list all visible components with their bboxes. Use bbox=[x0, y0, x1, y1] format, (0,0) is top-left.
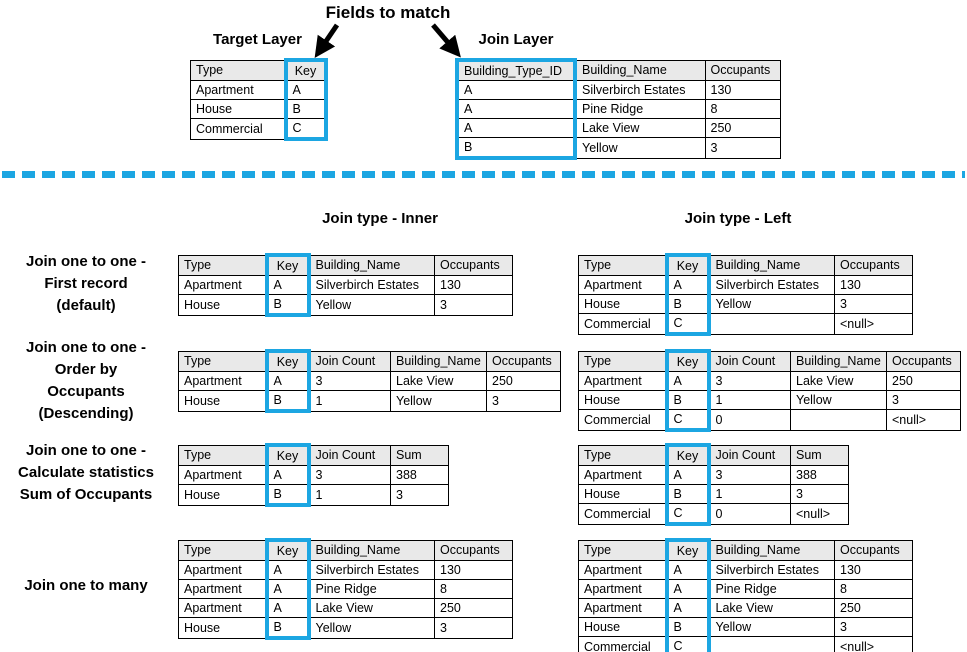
table-cell: Commercial bbox=[579, 410, 667, 431]
table-row bbox=[179, 485, 449, 506]
column-header: Building_Name bbox=[791, 351, 887, 372]
table-cell: Yellow bbox=[391, 391, 487, 412]
table-cell: Silverbirch Estates bbox=[309, 276, 435, 295]
table-cell: 388 bbox=[791, 466, 849, 485]
table-row bbox=[579, 599, 913, 618]
table-cell: House bbox=[179, 391, 267, 412]
label-line: (Descending) bbox=[38, 405, 134, 422]
data-table bbox=[578, 443, 849, 526]
label-line: Join one to one - bbox=[26, 442, 146, 459]
column-header: Key bbox=[286, 60, 326, 81]
table-cell: <null> bbox=[835, 637, 913, 652]
table-cell: 3 bbox=[309, 372, 391, 391]
data-table bbox=[178, 253, 513, 317]
table-cell: 3 bbox=[435, 618, 513, 639]
column-header: Key bbox=[667, 351, 709, 372]
table-row bbox=[579, 372, 961, 391]
table-cell: 3 bbox=[887, 391, 961, 410]
table-cell: 8 bbox=[705, 100, 780, 119]
table-cell: A bbox=[667, 580, 709, 599]
column-header: Building_Name bbox=[309, 540, 435, 561]
table-cell: House bbox=[179, 295, 267, 316]
column-header: Building_Name bbox=[575, 60, 705, 81]
table-cell: B bbox=[267, 485, 309, 506]
table-cell: A bbox=[286, 81, 326, 100]
table-cell: A bbox=[267, 276, 309, 295]
table-cell bbox=[791, 410, 887, 431]
column-header: Type bbox=[191, 60, 286, 81]
column-header: Type bbox=[579, 445, 667, 466]
column-header: Join Count bbox=[309, 351, 391, 372]
table-cell: Silverbirch Estates bbox=[709, 561, 835, 580]
table-cell: 0 bbox=[709, 410, 791, 431]
column-header: Key bbox=[267, 255, 309, 276]
table-cell: 250 bbox=[435, 599, 513, 618]
join-layer-table bbox=[455, 58, 781, 160]
example-3-label bbox=[0, 440, 172, 506]
example-3-inner-table bbox=[178, 443, 449, 507]
table-cell: 3 bbox=[435, 295, 513, 316]
column-header: Occupants bbox=[487, 351, 561, 372]
example-2-left-table bbox=[578, 349, 961, 432]
table-cell: Yellow bbox=[791, 391, 887, 410]
table-cell: <null> bbox=[835, 314, 913, 335]
column-header: Building_Name bbox=[309, 255, 435, 276]
table-row bbox=[457, 119, 780, 138]
data-table bbox=[178, 349, 561, 413]
table-cell: 250 bbox=[705, 119, 780, 138]
column-header: Sum bbox=[791, 445, 849, 466]
table-cell: 3 bbox=[391, 485, 449, 506]
table-row bbox=[457, 81, 780, 100]
target-layer-table bbox=[190, 58, 328, 141]
table-cell: 130 bbox=[435, 561, 513, 580]
table-cell: B bbox=[267, 295, 309, 316]
header-row bbox=[179, 445, 449, 466]
column-header: Building_Name bbox=[709, 540, 835, 561]
example-1-label bbox=[0, 251, 172, 317]
table-row bbox=[579, 276, 913, 295]
data-table bbox=[178, 443, 449, 507]
data-table bbox=[578, 349, 961, 432]
table-row bbox=[191, 100, 326, 119]
table-cell: B bbox=[286, 100, 326, 119]
table-cell: C bbox=[286, 119, 326, 140]
table-cell: 3 bbox=[791, 485, 849, 504]
table-cell bbox=[709, 314, 835, 335]
header-row bbox=[179, 540, 513, 561]
column-header: Occupants bbox=[887, 351, 961, 372]
join-type-inner-heading: Join type - Inner bbox=[322, 210, 438, 227]
table-cell: A bbox=[267, 466, 309, 485]
table-cell: A bbox=[667, 561, 709, 580]
table-cell: House bbox=[179, 618, 267, 639]
table-cell: 0 bbox=[709, 504, 791, 525]
table-cell: House bbox=[579, 391, 667, 410]
header-row bbox=[179, 255, 513, 276]
table-row bbox=[579, 637, 913, 652]
table-row bbox=[191, 119, 326, 140]
table-row bbox=[179, 372, 561, 391]
table-cell: Apartment bbox=[579, 561, 667, 580]
header-row bbox=[579, 255, 913, 276]
table-cell: A bbox=[267, 599, 309, 618]
table-row bbox=[179, 391, 561, 412]
table-cell: A bbox=[267, 372, 309, 391]
column-header: Sum bbox=[391, 445, 449, 466]
table-cell: 250 bbox=[887, 372, 961, 391]
example-1-inner-table bbox=[178, 253, 513, 317]
column-header: Type bbox=[179, 255, 267, 276]
column-header: Type bbox=[179, 540, 267, 561]
table-cell: House bbox=[191, 100, 286, 119]
label-line: Order by bbox=[54, 361, 118, 378]
column-header: Building_Type_ID bbox=[457, 60, 575, 81]
table-cell: Pine Ridge bbox=[709, 580, 835, 599]
column-header: Type bbox=[579, 351, 667, 372]
table-cell: 1 bbox=[709, 391, 791, 410]
table-cell: 130 bbox=[435, 276, 513, 295]
table-cell: C bbox=[667, 504, 709, 525]
table-cell: House bbox=[579, 485, 667, 504]
table-cell: Apartment bbox=[579, 599, 667, 618]
table-cell: 3 bbox=[709, 466, 791, 485]
table-cell: C bbox=[667, 410, 709, 431]
column-header: Type bbox=[579, 540, 667, 561]
label-line: Calculate statistics bbox=[18, 464, 154, 481]
table-cell: B bbox=[667, 295, 709, 314]
table-cell: Yellow bbox=[309, 295, 435, 316]
table-cell bbox=[709, 637, 835, 652]
column-header: Key bbox=[267, 445, 309, 466]
separator-dashed-line bbox=[2, 171, 965, 178]
column-header: Key bbox=[267, 351, 309, 372]
table-cell: 8 bbox=[835, 580, 913, 599]
data-table bbox=[578, 538, 913, 652]
table-cell: Apartment bbox=[179, 561, 267, 580]
table-cell: Apartment bbox=[579, 276, 667, 295]
column-header: Occupants bbox=[435, 540, 513, 561]
table-row bbox=[579, 466, 849, 485]
join-type-left-heading: Join type - Left bbox=[684, 210, 792, 227]
table-row bbox=[579, 485, 849, 504]
table-cell: Pine Ridge bbox=[575, 100, 705, 119]
data-table bbox=[578, 253, 913, 336]
target-layer-title: Target Layer bbox=[213, 31, 302, 48]
table-row bbox=[179, 618, 513, 639]
label-line: Sum of Occupants bbox=[19, 486, 153, 503]
column-header: Join Count bbox=[709, 445, 791, 466]
column-header: Occupants bbox=[835, 255, 913, 276]
table-cell: Yellow bbox=[309, 618, 435, 639]
table-row bbox=[179, 580, 513, 599]
column-header: Join Count bbox=[309, 445, 391, 466]
example-1-left-table bbox=[578, 253, 913, 336]
table-cell: B bbox=[457, 138, 575, 159]
data-table bbox=[190, 58, 328, 141]
example-2-label bbox=[0, 337, 172, 425]
table-cell: 130 bbox=[835, 276, 913, 295]
table-cell: Yellow bbox=[575, 138, 705, 159]
table-cell: Commercial bbox=[579, 504, 667, 525]
example-4-left-table bbox=[578, 538, 913, 652]
table-cell: Pine Ridge bbox=[309, 580, 435, 599]
table-row bbox=[457, 138, 780, 159]
table-cell: Yellow bbox=[709, 295, 835, 314]
table-cell: Silverbirch Estates bbox=[709, 276, 835, 295]
column-header: Key bbox=[667, 540, 709, 561]
example-4-inner-table bbox=[178, 538, 513, 640]
table-cell: Apartment bbox=[179, 599, 267, 618]
table-row bbox=[579, 504, 849, 525]
table-cell: 3 bbox=[835, 618, 913, 637]
label-line: Join one to many bbox=[24, 577, 148, 594]
table-cell: A bbox=[667, 276, 709, 295]
table-cell: A bbox=[457, 119, 575, 138]
table-cell: House bbox=[179, 485, 267, 506]
data-table bbox=[455, 58, 781, 160]
table-cell: 3 bbox=[705, 138, 780, 159]
table-row bbox=[579, 410, 961, 431]
table-cell: A bbox=[457, 81, 575, 100]
table-cell: Commercial bbox=[579, 314, 667, 335]
table-row bbox=[579, 618, 913, 637]
table-cell: 3 bbox=[835, 295, 913, 314]
table-row bbox=[457, 100, 780, 119]
header-row bbox=[579, 540, 913, 561]
table-cell: Commercial bbox=[579, 637, 667, 652]
table-cell: 3 bbox=[487, 391, 561, 412]
table-cell: A bbox=[267, 561, 309, 580]
table-cell: A bbox=[267, 580, 309, 599]
table-cell: 3 bbox=[709, 372, 791, 391]
table-cell: C bbox=[667, 314, 709, 335]
column-header: Occupants bbox=[705, 60, 780, 81]
table-cell: Apartment bbox=[179, 276, 267, 295]
example-4-label bbox=[0, 575, 172, 597]
table-cell: 388 bbox=[391, 466, 449, 485]
data-table bbox=[178, 538, 513, 640]
column-header: Key bbox=[667, 445, 709, 466]
table-cell: <null> bbox=[887, 410, 961, 431]
example-3-left-table bbox=[578, 443, 849, 526]
table-cell: Apartment bbox=[179, 580, 267, 599]
table-cell: Commercial bbox=[191, 119, 286, 140]
table-cell: House bbox=[579, 295, 667, 314]
table-cell: Lake View bbox=[391, 372, 487, 391]
table-cell: B bbox=[667, 618, 709, 637]
table-cell: Silverbirch Estates bbox=[309, 561, 435, 580]
table-cell: House bbox=[579, 618, 667, 637]
table-row bbox=[579, 295, 913, 314]
table-cell: 130 bbox=[835, 561, 913, 580]
header-row bbox=[179, 351, 561, 372]
table-cell: A bbox=[457, 100, 575, 119]
table-cell: Apartment bbox=[579, 372, 667, 391]
header-row bbox=[457, 60, 780, 81]
table-cell: Apartment bbox=[579, 580, 667, 599]
table-row bbox=[179, 276, 513, 295]
table-cell: A bbox=[667, 599, 709, 618]
table-row bbox=[179, 466, 449, 485]
column-header: Join Count bbox=[709, 351, 791, 372]
table-cell: 1 bbox=[309, 391, 391, 412]
table-row bbox=[579, 391, 961, 410]
column-header: Occupants bbox=[435, 255, 513, 276]
column-header: Key bbox=[667, 255, 709, 276]
table-row bbox=[179, 295, 513, 316]
column-header: Type bbox=[179, 351, 267, 372]
table-cell: Lake View bbox=[575, 119, 705, 138]
table-row bbox=[179, 599, 513, 618]
header-row bbox=[579, 445, 849, 466]
header-row bbox=[191, 60, 326, 81]
example-2-inner-table bbox=[178, 349, 561, 413]
table-row bbox=[579, 580, 913, 599]
label-line: (default) bbox=[56, 297, 116, 314]
match-arrows bbox=[300, 22, 480, 62]
table-cell: 8 bbox=[435, 580, 513, 599]
table-cell: 1 bbox=[309, 485, 391, 506]
table-cell: Lake View bbox=[791, 372, 887, 391]
table-cell: <null> bbox=[791, 504, 849, 525]
table-cell: 250 bbox=[835, 599, 913, 618]
column-header: Type bbox=[579, 255, 667, 276]
table-row bbox=[179, 561, 513, 580]
column-header: Building_Name bbox=[391, 351, 487, 372]
label-line: Join one to one - bbox=[26, 339, 146, 356]
table-cell: A bbox=[667, 466, 709, 485]
table-cell: 3 bbox=[309, 466, 391, 485]
column-header: Occupants bbox=[835, 540, 913, 561]
label-line: Occupants bbox=[47, 383, 125, 400]
table-cell: B bbox=[267, 391, 309, 412]
table-cell: A bbox=[667, 372, 709, 391]
table-cell: Apartment bbox=[579, 466, 667, 485]
table-cell: 250 bbox=[487, 372, 561, 391]
table-cell: C bbox=[667, 637, 709, 652]
column-header: Key bbox=[267, 540, 309, 561]
column-header: Building_Name bbox=[709, 255, 835, 276]
table-cell: Lake View bbox=[309, 599, 435, 618]
table-cell: Apartment bbox=[191, 81, 286, 100]
table-cell: 1 bbox=[709, 485, 791, 504]
label-line: Join one to one - bbox=[26, 253, 146, 270]
table-row bbox=[579, 561, 913, 580]
label-line: First record bbox=[44, 275, 128, 292]
table-row bbox=[579, 314, 913, 335]
join-layer-title: Join Layer bbox=[478, 31, 554, 48]
table-cell: Apartment bbox=[179, 466, 267, 485]
table-cell: B bbox=[267, 618, 309, 639]
arrow-to-join-key-icon bbox=[433, 25, 457, 53]
table-cell: 130 bbox=[705, 81, 780, 100]
table-cell: Apartment bbox=[179, 372, 267, 391]
table-cell: B bbox=[667, 485, 709, 504]
table-cell: Lake View bbox=[709, 599, 835, 618]
table-cell: B bbox=[667, 391, 709, 410]
table-cell: Silverbirch Estates bbox=[575, 81, 705, 100]
column-header: Type bbox=[179, 445, 267, 466]
header-row bbox=[579, 351, 961, 372]
fields-to-match-label: Fields to match bbox=[325, 3, 451, 22]
table-row bbox=[191, 81, 326, 100]
table-cell: Yellow bbox=[709, 618, 835, 637]
